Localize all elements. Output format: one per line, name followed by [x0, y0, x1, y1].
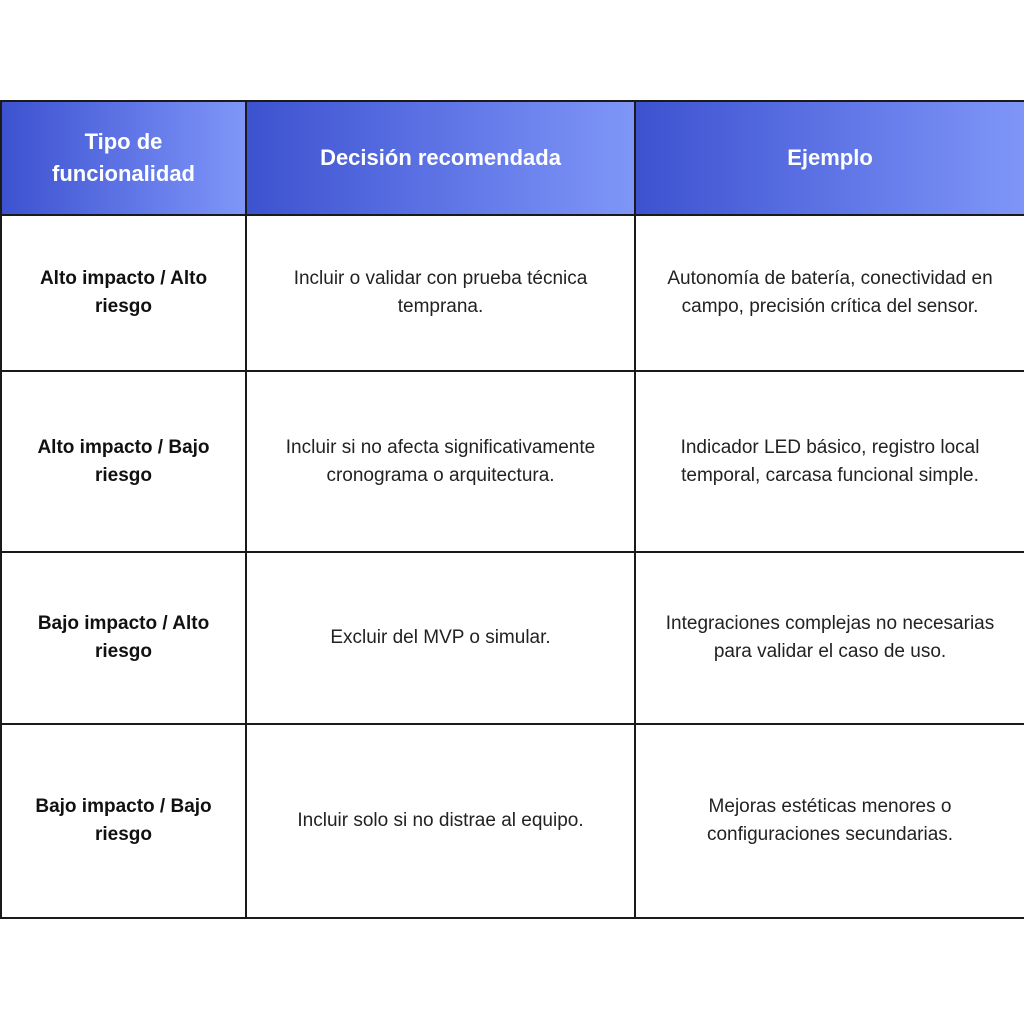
cell-tipo: Alto impacto / Alto riesgo	[1, 215, 246, 371]
table-row	[1, 552, 1024, 724]
cell-tipo: Bajo impacto / Bajo riesgo	[1, 724, 246, 918]
decision-table	[0, 100, 1024, 919]
cell-decision: Incluir si no afecta significativamente cronograma o arquitectura.	[246, 371, 635, 552]
cell-tipo: Bajo impacto / Alto riesgo	[1, 552, 246, 724]
table-row	[1, 724, 1024, 918]
cell-ejemplo: Integraciones complejas no necesarias para validar el caso de uso.	[635, 552, 1024, 724]
header-tipo: Tipo de funcionalidad	[1, 101, 246, 215]
cell-decision: Incluir o validar con prueba técnica temprana.	[246, 215, 635, 371]
header-ejemplo: Ejemplo	[635, 101, 1024, 215]
header-decision: Decisión recomendada	[246, 101, 635, 215]
table-row	[1, 371, 1024, 552]
cell-ejemplo: Indicador LED básico, registro local temporal, carcasa funcional simple.	[635, 371, 1024, 552]
table-header-row	[1, 101, 1024, 215]
cell-ejemplo: Mejoras estéticas menores o configuraciones secundarias.	[635, 724, 1024, 918]
cell-decision: Incluir solo si no distrae al equipo.	[246, 724, 635, 918]
cell-tipo: Alto impacto / Bajo riesgo	[1, 371, 246, 552]
cell-decision: Excluir del MVP o simular.	[246, 552, 635, 724]
table-row	[1, 215, 1024, 371]
cell-ejemplo: Autonomía de batería, conectividad en campo, precisión crítica del sensor.	[635, 215, 1024, 371]
